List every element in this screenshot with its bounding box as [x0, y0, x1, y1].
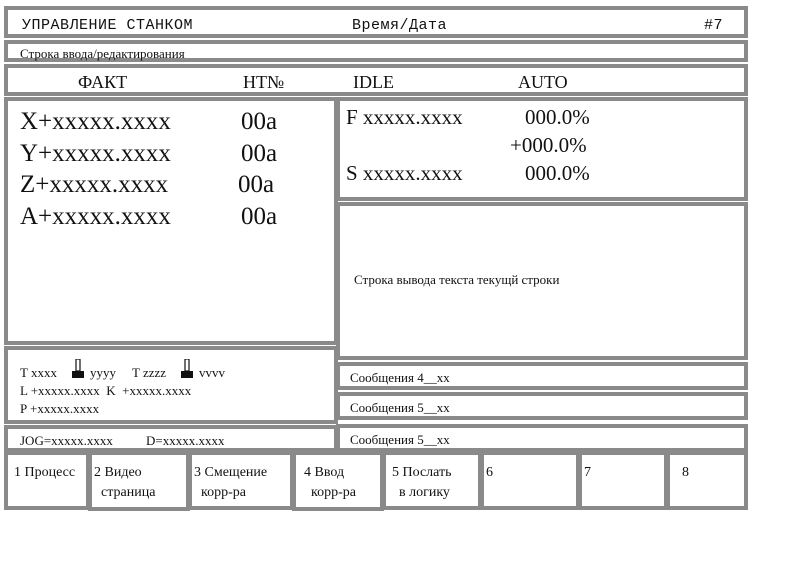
jog-d-value: D=xxxxx.xxxx — [146, 433, 225, 448]
message-line — [336, 424, 748, 452]
jog-panel — [4, 425, 338, 452]
message-text: Сообщения 4__xx — [350, 370, 450, 385]
softkey-label: 8 — [682, 465, 689, 480]
spindle-value: S xxxxx.xxxx — [346, 161, 463, 185]
header-ht: HT№ — [243, 72, 285, 92]
coord-a: A+xxxxx.xxxx — [20, 203, 171, 230]
softkey-8[interactable] — [666, 451, 748, 510]
current-line-text: Строка вывода текста текущй строки — [354, 272, 560, 287]
softkey-label: 3 Смещение корр-ра — [194, 465, 268, 500]
header-fact: ФАКТ — [78, 72, 128, 92]
softkey-7[interactable] — [578, 451, 668, 510]
tool-2-label: T zzzz — [132, 365, 167, 380]
tool-holder-icon — [181, 359, 193, 379]
message-line — [336, 362, 748, 390]
tool-1-label: T xxxx — [20, 365, 57, 380]
softkey-2-video-page[interactable] — [88, 451, 190, 511]
tool-2-value: vvvv — [199, 365, 225, 380]
softkey-1-process[interactable] — [4, 451, 90, 510]
coord-y: Y+xxxxx.xxxx — [20, 140, 171, 167]
station-number: #7 — [704, 17, 724, 34]
tool-p-value: P +xxxxx.xxxx — [20, 401, 100, 416]
input-edit-line[interactable] — [4, 40, 748, 62]
tool-lk-values: L +xxxxx.xxxx K +xxxxx.xxxx — [20, 383, 192, 398]
feed-spindle-panel — [336, 97, 748, 201]
tool-holder-icon — [72, 359, 84, 379]
app-title: УПРАВЛЕНИЕ СТАНКОМ — [22, 17, 194, 34]
header-mode: AUTO — [518, 72, 568, 92]
softkey-6[interactable] — [480, 451, 580, 510]
softkey-label: 2 Видео страница — [94, 465, 156, 500]
coord-z-code: 00a — [238, 171, 275, 198]
coord-z: Z+xxxxx.xxxx — [20, 171, 169, 198]
softkey-label: 1 Процесс — [14, 465, 76, 480]
coordinates-panel — [4, 97, 338, 345]
feed-value: F xxxxx.xxxx — [346, 105, 463, 129]
spindle-percent: 000.0% — [525, 161, 590, 185]
feed-offset-percent: +000.0% — [510, 133, 587, 157]
coord-x: X+xxxxx.xxxx — [20, 108, 171, 135]
jog-value: JOG=xxxxx.xxxx — [20, 433, 113, 448]
tool-1-value: yyyy — [90, 365, 116, 380]
softkey-label: 6 — [486, 465, 493, 480]
message-text: Сообщения 5__xx — [350, 400, 450, 415]
current-line-output — [336, 202, 748, 360]
feed-percent: 000.0% — [525, 105, 590, 129]
datetime-display: Время/Дата — [352, 17, 448, 34]
input-edit-label: Строка ввода/редактирования — [20, 46, 185, 61]
message-text: Сообщения 5__xx — [350, 432, 450, 447]
header-state: IDLE — [353, 72, 394, 92]
message-line — [336, 392, 748, 420]
coord-a-code: 00a — [241, 203, 278, 230]
softkey-label: 7 — [584, 465, 591, 480]
coord-x-code: 00a — [241, 108, 278, 135]
softkey-4-input[interactable] — [292, 451, 384, 511]
coord-y-code: 00a — [241, 140, 278, 167]
tool-panel — [4, 346, 338, 424]
status-header-row — [4, 64, 748, 96]
softkey-label: 5 Послать в логику — [392, 465, 452, 500]
softkey-label: 4 Ввод корр-ра — [304, 465, 356, 500]
title-bar — [4, 6, 748, 38]
softkey-3-offset[interactable] — [188, 451, 294, 510]
softkey-5-send-logic[interactable] — [382, 451, 482, 510]
